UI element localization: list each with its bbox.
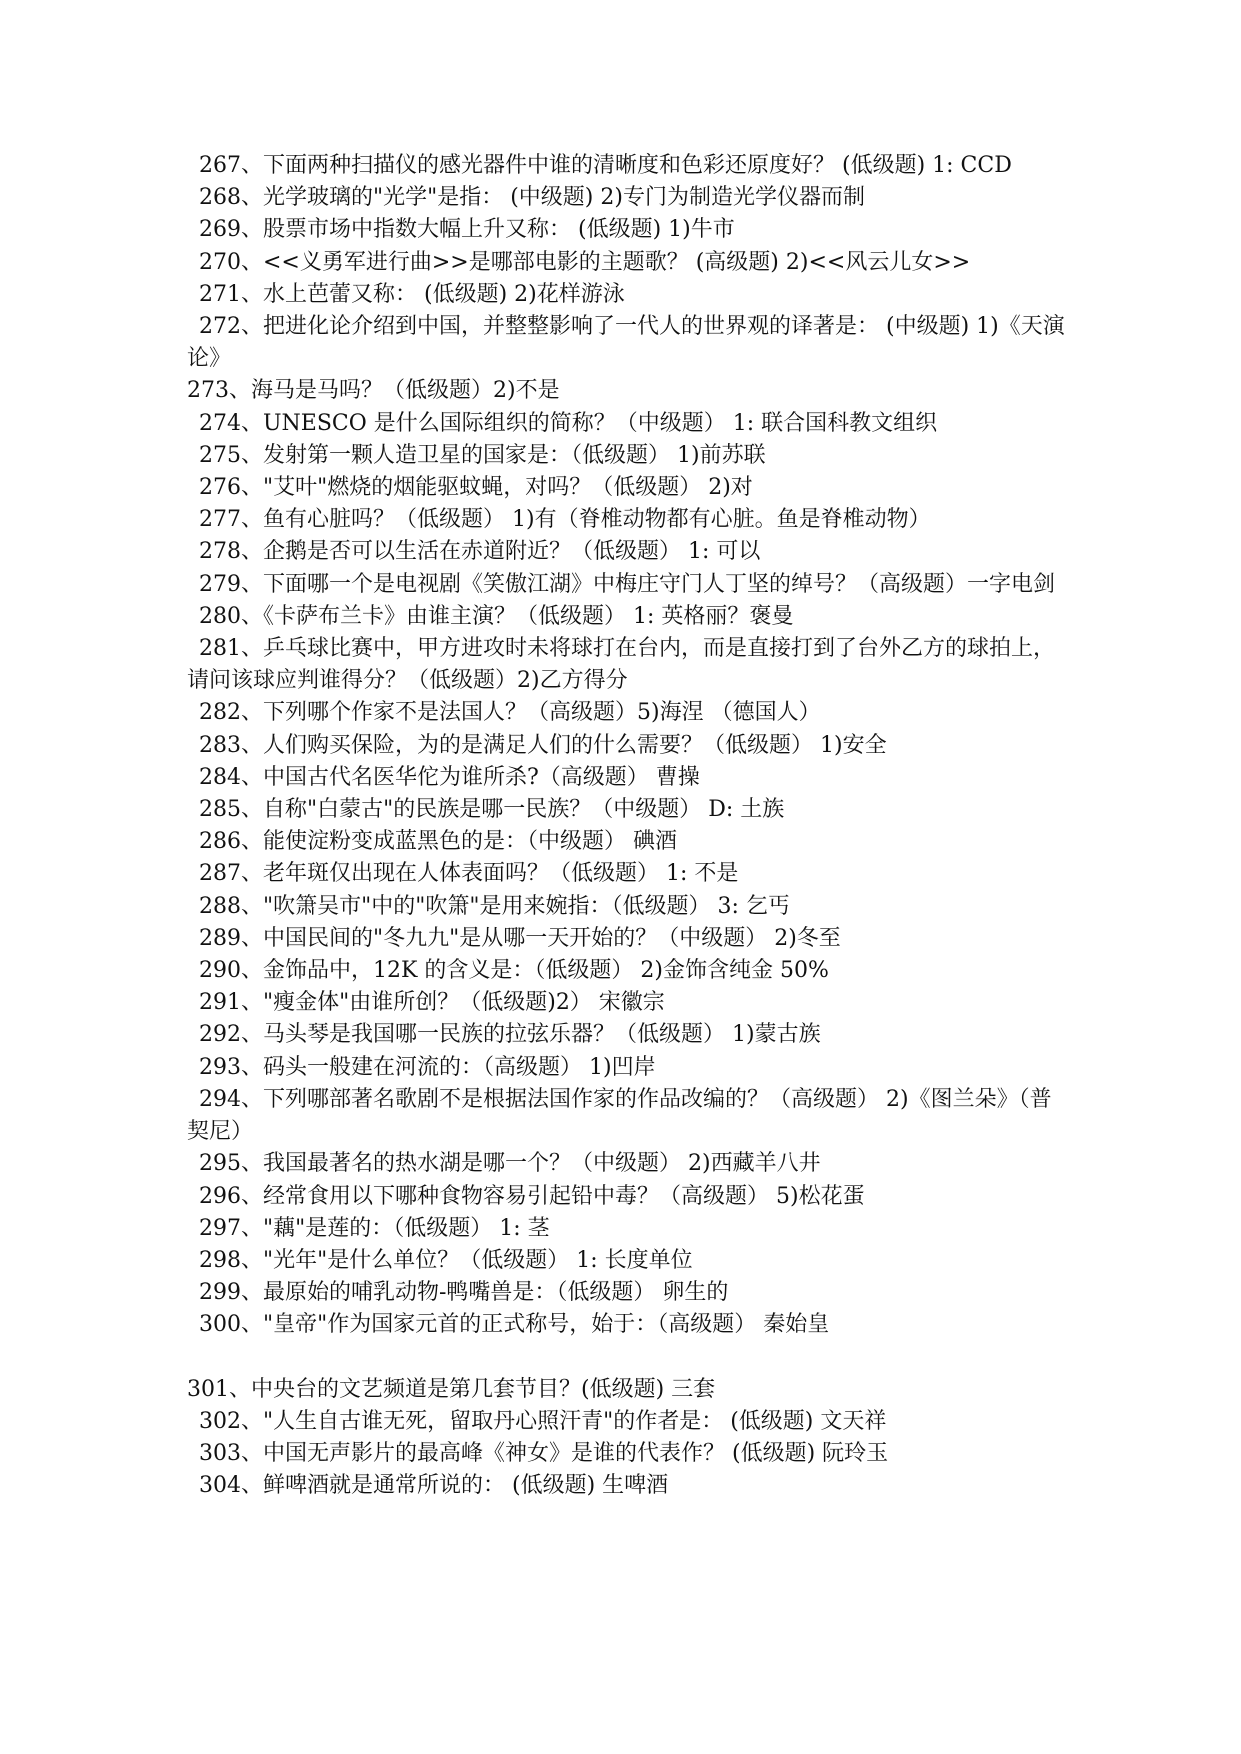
question-294: 294、下列哪部著名歌剧不是根据法国作家的作品改编的？（高级题） 2)《图兰朵》（普契尼） bbox=[187, 1086, 1052, 1145]
question-281: 281、乒乓球比赛中，甲方进攻时未将球打在台内，而是直接打到了台外乙方的球拍上，请问该球应判谁得分？（低级题）2)乙方得分 bbox=[187, 636, 1055, 694]
question-286: 286、能使淀粉变成蓝黑色的是：（中级题） 碘酒 bbox=[199, 829, 677, 855]
section-gap bbox=[187, 1342, 1067, 1374]
question-274: 274、UNESCO 是什么国际组织的简称？（中级题） 1: 联合国科教文组织 bbox=[199, 410, 938, 436]
question-267: 267、下面两种扫描仪的感光器件中谁的清晰度和色彩还原度好？ (低级题) 1: CCD bbox=[199, 153, 1012, 178]
question-301: 301、中央台的文艺频道是第几套节目？(低级题) 三套 bbox=[187, 1376, 716, 1402]
question-285: 285、自称"白蒙古"的民族是哪一民族？（中级题） D: 土族 bbox=[199, 797, 785, 823]
question-288: 288、"吹箫吴市"中的"吹箫"是用来婉指：（低级题） 3: 乞丐 bbox=[199, 893, 790, 919]
question-284: 284、中国古代名医华佗为谁所杀?（高级题） 曹操 bbox=[199, 764, 700, 790]
question-277: 277、鱼有心脏吗？（低级题） 1)有（脊椎动物都有心脏。鱼是脊椎动物） bbox=[199, 507, 931, 533]
question-278: 278、企鹅是否可以生活在赤道附近？（低级题） 1: 可以 bbox=[199, 539, 761, 565]
question-304: 304、鲜啤酒就是通常所说的： (低级题) 生啤酒 bbox=[199, 1473, 669, 1499]
question-270: 270、<<义勇军进行曲>>是哪部电影的主题歌？ (高级题) 2)<<风云儿女>> bbox=[199, 249, 971, 275]
question-271: 271、水上芭蕾又称： (低级题) 2)花样游泳 bbox=[199, 281, 625, 307]
question-282: 282、下列哪个作家不是法国人？（高级题）5)海涅 （德国人） bbox=[199, 700, 821, 726]
question-287: 287、老年斑仅出现在人体表面吗？（低级题） 1: 不是 bbox=[199, 861, 739, 887]
question-279: 279、下面哪一个是电视剧《笑傲江湖》中梅庄守门人丁坚的绰号？（高级题）一字电剑 bbox=[199, 571, 1055, 597]
question-276: 276、"艾叶"燃烧的烟能驱蚊蝇，对吗？（低级题） 2)对 bbox=[199, 475, 753, 501]
question-269: 269、股票市场中指数大幅上升又称： (低级题) 1)牛市 bbox=[199, 217, 735, 243]
question-275: 275、发射第一颗人造卫星的国家是：（低级题） 1)前苏联 bbox=[199, 442, 766, 468]
document-page bbox=[187, 150, 1067, 1502]
question-303: 303、中国无声影片的最高峰《神女》是谁的代表作？ (低级题) 阮玲玉 bbox=[199, 1440, 889, 1466]
question-297: 297、"藕"是莲的：（低级题） 1: 茎 bbox=[199, 1215, 550, 1241]
question-290: 290、金饰品中，12K 的含义是：（低级题） 2)金饰含纯金 50% bbox=[199, 958, 829, 984]
question-268: 268、光学玻璃的"光学"是指： (中级题) 2)专门为制造光学仪器而制 bbox=[199, 185, 865, 211]
question-272: 272、把进化论介绍到中国，并整整影响了一代人的世界观的译著是： (中级题) 1)《天演论》 bbox=[187, 314, 1065, 372]
question-299: 299、最原始的哺乳动物-鸭嘴兽是：（低级题） 卵生的 bbox=[199, 1280, 729, 1306]
question-280: 280、《卡萨布兰卡》由谁主演？（低级题） 1: 英格丽？褒曼 bbox=[199, 603, 794, 629]
question-296: 296、经常食用以下哪种食物容易引起铅中毒？（高级题） 5)松花蛋 bbox=[199, 1183, 865, 1209]
question-273: 273、海马是马吗？（低级题）2)不是 bbox=[187, 378, 560, 404]
question-292: 292、马头琴是我国哪一民族的拉弦乐器？（低级题） 1)蒙古族 bbox=[199, 1022, 821, 1048]
question-295: 295、我国最著名的热水湖是哪一个？（中级题） 2)西藏羊八井 bbox=[199, 1151, 821, 1177]
question-300: 300、"皇帝"作为国家元首的正式称号，始于：（高级题） 秦始皇 bbox=[199, 1312, 830, 1338]
question-283: 283、人们购买保险，为的是满足人们的什么需要？（低级题） 1)安全 bbox=[199, 732, 887, 758]
question-289: 289、中国民间的"冬九九"是从哪一天开始的？（中级题） 2)冬至 bbox=[199, 925, 841, 951]
question-302: 302、"人生自古谁无死，留取丹心照汗青"的作者是： (低级题) 文天祥 bbox=[199, 1408, 887, 1434]
question-298: 298、"光年"是什么单位？（低级题） 1: 长度单位 bbox=[199, 1247, 693, 1273]
question-291: 291、"瘦金体"由谁所创？（低级题)2） 宋徽宗 bbox=[199, 990, 665, 1016]
question-293: 293、码头一般建在河流的：（高级题） 1)凹岸 bbox=[199, 1054, 656, 1080]
